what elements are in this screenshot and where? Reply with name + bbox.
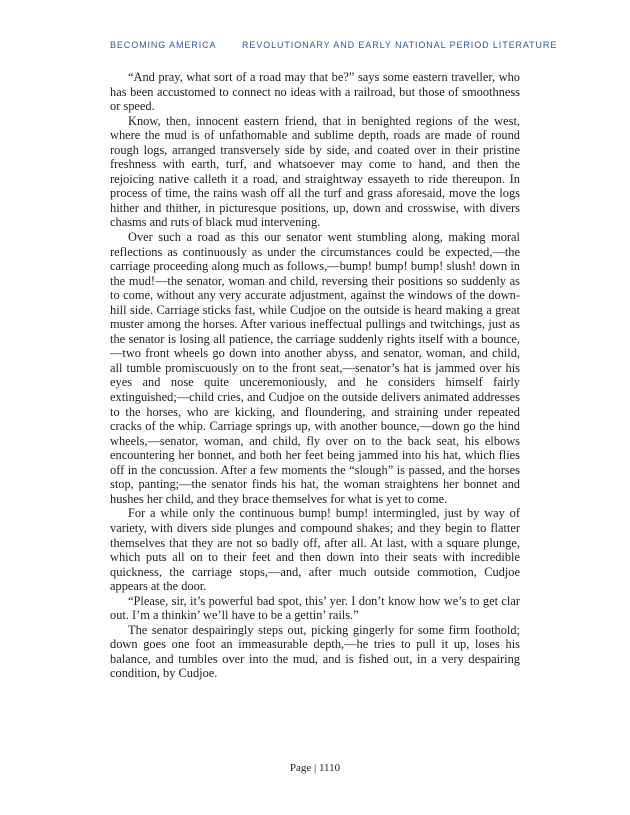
paragraph: Know, then, innocent eastern friend, that in benighted regions of the west, where the mud is of unfathomable and sublime depth, roads are made of round rough logs, arranged transversely side by side, and coated over in their pristine freshness with earth, turf, and whatsoever may come to hand, and then the rejoicing native calleth it a road, and straightway essayeth to ride thereupon. In process of time, the rains wash off all the turf and grass aforesaid, move the logs hither and thither, in picturesque positions, up, down and crosswise, with divers chasms and ruts of black mud intervening. xyxy=(110,113,520,230)
running-header xyxy=(110,40,558,50)
paragraph: Over such a road as this our senator went stumbling along, making moral reflections as continuously as under the circumstances could be expected,—the carriage proceeding along much as follows,—bump! bump! bump! slush! down in the mud!—the senator, woman and child, reversing their positions so suddenly as to come, without any very accurate adjustment, against the windows of the down-hill side. Carriage sticks fast, while Cudjoe on the outside is heard making a great muster among the horses. After various ineffectual pullings and twitchings, just as the senator is losing all patience, the carriage suddenly rights itself with a bounce,—two front wheels go down into another abyss, and senator, woman, and child, all tumble promiscuously on to the front seat,—senator’s hat is jammed over his eyes and nose quite unceremoniously, and he considers himself fairly extinguished;—child cries, and Cudjoe on the outside delivers animated addresses to the horses, who are kicking, and floundering, and straining under repeated cracks of the whip. Carriage springs up, with another bounce,—down go the hind wheels,—senator, woman, and child, fly over on to the back seat, his elbows encountering her bonnet, and both her feet being jammed into his hat, which flies off in the concussion. After a few moments the “slough” is passed, and the horses stop, panting;—the senator finds his hat, the woman straightens her bonnet and hushes her child, and they brace themselves for what is yet to come. xyxy=(110,230,520,506)
paragraph: For a while only the continuous bump! bump! intermingled, just by way of variety, with divers side plunges and compound shakes; and they begin to flatter themselves that they are not so badly off, after all. At last, with a square plunge, which puts all on to their feet and then down into their seats with incredible quickness, the carriage stops,—and, after much outside commotion, Cudjoe appears at the door. xyxy=(110,506,520,594)
page-number: Page | 1110 xyxy=(289,762,341,774)
paragraph: The senator despairingly steps out, picking gingerly for some firm foothold; down goes one foot an immeasurable depth,—he tries to pull it up, loses his balance, and tumbles over into the mud, and is fished out, in a very despairing condition, by Cudjoe. xyxy=(110,622,520,681)
paragraph: “And pray, what sort of a road may that be?” says some eastern traveller, who has been accustomed to connect no ideas with a railroad, but those of smoothness or speed. xyxy=(110,70,520,114)
page-body xyxy=(110,70,520,681)
book-title: BECOMING AMERICA xyxy=(110,40,217,50)
paragraph: “Please, sir, it’s powerful bad spot, this’ yer. I don’t know how we’s to get clar out. I’m a thinkin’ we’ll have to be a gettin’ rails.” xyxy=(110,593,520,623)
section-title: REVOLUTIONARY AND EARLY NATIONAL PERIOD LITERATURE xyxy=(242,40,558,50)
